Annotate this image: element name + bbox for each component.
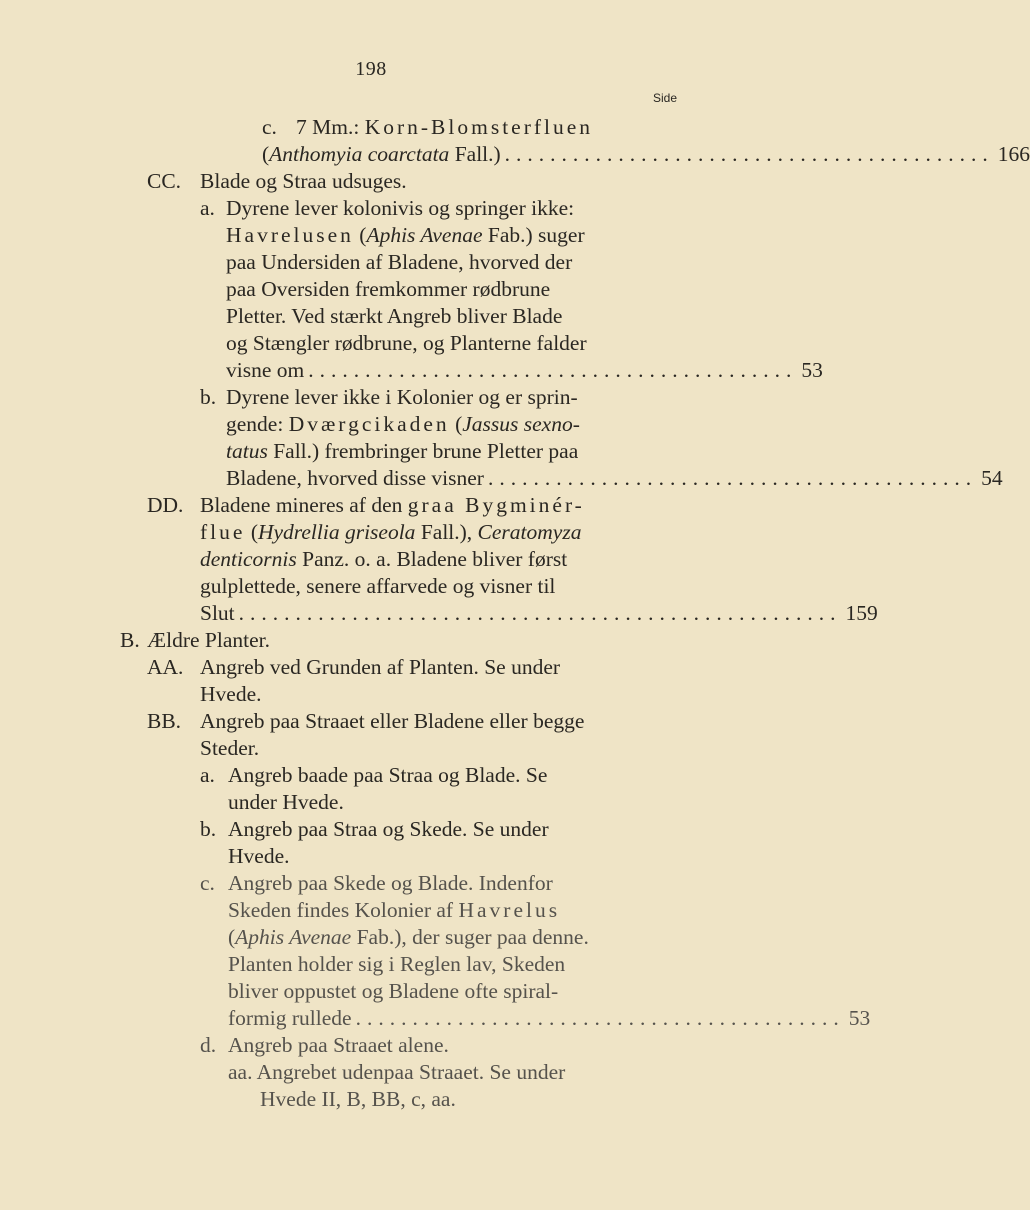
entry-line-with-page xyxy=(226,356,823,384)
entry-line: Angreb paa Skede og Blade. Indenfor xyxy=(228,871,553,895)
species-name: Aphis Avenae xyxy=(366,223,483,247)
entry-line: Dyrene lever ikke i Kolonier og er sprin- xyxy=(226,385,578,409)
entry-label: d. xyxy=(200,1033,217,1057)
species-name: denticornis xyxy=(200,547,297,571)
entry-line-with-page xyxy=(262,140,1030,168)
entry-line: (Aphis Avenae Fab.), der suger paa denne. xyxy=(228,925,589,949)
entry-label: c. xyxy=(262,115,277,139)
entry-label: CC. xyxy=(147,169,182,193)
text: visne om xyxy=(226,358,305,382)
entry-line: Angreb paa Straaet alene. xyxy=(228,1033,449,1057)
entry-line xyxy=(296,113,593,141)
text: (Anthomyia coarctata Fall.) xyxy=(262,142,501,166)
page-ref: 53 xyxy=(801,358,823,382)
entry-line: under Hvede. xyxy=(228,790,344,814)
entry-line: aa. Angrebet udenpaa Straaet. Se under xyxy=(228,1060,566,1084)
entry-line-with-page xyxy=(200,599,878,627)
text: Bladene, hvorved disse visner xyxy=(226,466,484,490)
entry-line: Angreb baade paa Straa og Blade. Se xyxy=(228,763,548,787)
page-ref: 54 xyxy=(981,466,1003,490)
entry-line: og Stængler rødbrune, og Planterne falder xyxy=(226,331,587,355)
entry-line: gende: Dværgcikaden (Jassus sexno- xyxy=(226,412,580,436)
page-ref: 159 xyxy=(845,601,878,625)
species-name: Aphis Avenae xyxy=(235,925,352,949)
entry-line: denticornis Panz. o. a. Bladene bliver først xyxy=(200,547,568,571)
entry-line: Havrelusen (Aphis Avenae Fab.) suger xyxy=(226,223,585,247)
entry-label: c. xyxy=(200,871,215,895)
entry-line: paa Undersiden af Bladene, hvorved der xyxy=(226,250,573,274)
entry-line: Hvede. xyxy=(200,682,262,706)
entry-line: Pletter. Ved stærkt Angreb bliver Blade xyxy=(226,304,563,328)
species-name: Hydrellia griseola xyxy=(257,520,416,544)
species-name: tatus xyxy=(226,439,268,463)
leader-dots: ........................................... xyxy=(308,358,798,382)
species-name: Ceratomyza xyxy=(477,520,582,544)
leader-dots: ..................................................... xyxy=(238,601,842,625)
page-number: 198 xyxy=(355,58,387,80)
entry-line: Ældre Planter. xyxy=(147,628,271,652)
text: 7 Mm.: xyxy=(296,115,365,139)
entry-line: Dyrene lever kolonivis og springer ikke: xyxy=(226,196,575,220)
entry-line: Bladene mineres af den graa Bygminér- xyxy=(200,493,585,517)
side-column-label: Side xyxy=(652,91,677,105)
entry-line-with-page xyxy=(226,464,1003,492)
text: Slut xyxy=(200,601,235,625)
species-name: Jassus sexno- xyxy=(462,412,580,436)
entry-label: AA. xyxy=(147,655,184,679)
entry-line: Steder. xyxy=(200,736,260,760)
entry-line: Blade og Straa udsuges. xyxy=(200,169,407,193)
entry-line: paa Oversiden fremkommer rødbrune xyxy=(226,277,551,301)
entry-line: Angreb paa Straa og Skede. Se under xyxy=(228,817,549,841)
page-ref: 166 xyxy=(997,142,1030,166)
entry-label: B. xyxy=(120,628,140,652)
entry-line: Angreb paa Straaet eller Bladene eller begge xyxy=(200,709,585,733)
entry-line: tatus Fall.) frembringer brune Pletter paa xyxy=(226,439,579,463)
entry-label: a. xyxy=(200,763,215,787)
entry-line: gulplettede, senere affarvede og visner til xyxy=(200,574,556,598)
entry-line: Skeden findes Kolonier af Havrelus xyxy=(228,898,561,922)
leader-dots: ........................................... xyxy=(504,142,994,166)
entry-label: a. xyxy=(200,196,215,220)
spaced-name: Korn-Blomsterfluen xyxy=(364,115,594,139)
entry-label: b. xyxy=(200,817,217,841)
entry-line: bliver oppustet og Bladene ofte spiral- xyxy=(228,979,559,1003)
entry-line-with-page xyxy=(228,1004,871,1032)
page-ref: 53 xyxy=(848,1006,871,1030)
species-name: Anthomyia coarctata xyxy=(269,142,450,166)
leader-dots: ........................................... xyxy=(355,1006,845,1030)
entry-label: BB. xyxy=(147,709,182,733)
entry-line: Hvede II, B, BB, c, aa. xyxy=(260,1087,456,1111)
entry-label: DD. xyxy=(147,493,184,517)
entry-line: flue (Hydrellia griseola Fall.), Ceratomyza xyxy=(200,520,582,544)
entry-line: Planten holder sig i Reglen lav, Skeden xyxy=(228,952,566,976)
leader-dots: ........................................... xyxy=(487,466,978,490)
entry-line: Angreb ved Grunden af Planten. Se under xyxy=(200,655,561,679)
entry-line: Hvede. xyxy=(228,844,290,868)
text: formig rullede xyxy=(228,1006,352,1030)
entry-label: b. xyxy=(200,385,217,409)
